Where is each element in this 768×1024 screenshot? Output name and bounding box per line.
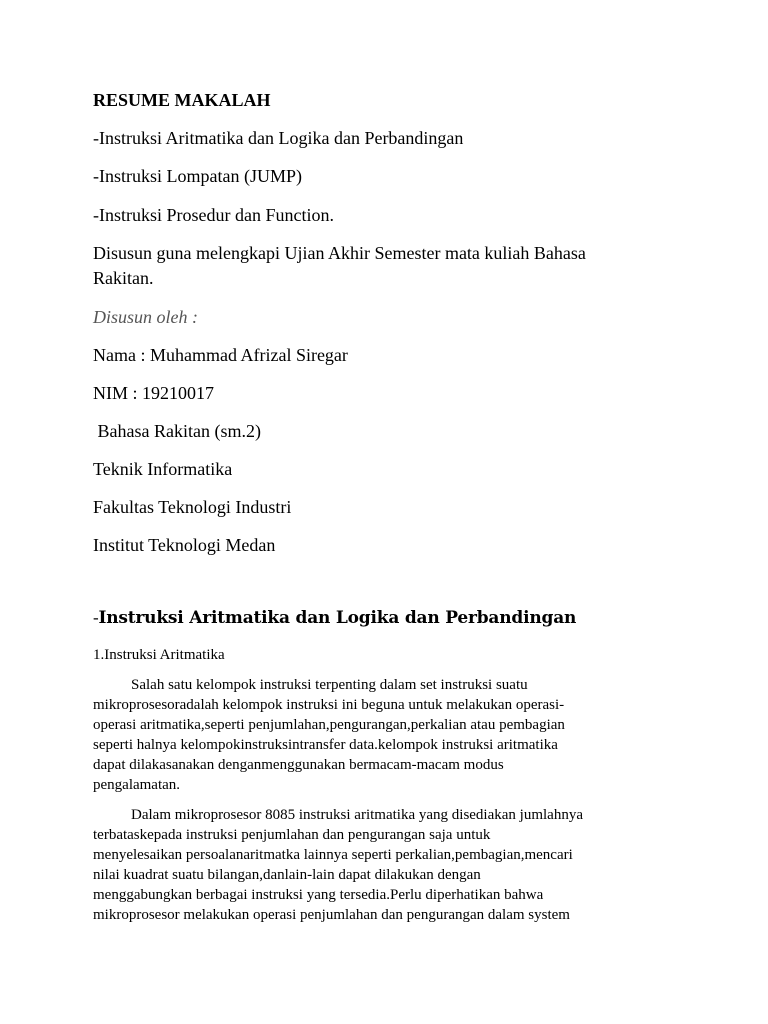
author-course: Bahasa Rakitan (sm.2) [93, 421, 261, 441]
author-faculty: Fakultas Teknologi Industri [93, 497, 292, 517]
topic-line-3: -Instruksi Prosedur dan Function. [93, 205, 334, 225]
paragraph-line: menggabungkan berbagai instruksi yang tersedia.Perlu diperhatikan bahwa [93, 887, 544, 903]
document-title: RESUME MAKALAH [93, 90, 271, 110]
section-subtitle: 1.Instruksi Aritmatika [93, 647, 225, 663]
paragraph-line: menyelesaikan persoalanaritmatka lainnya seperti perkalian,pembagian,mencari [93, 847, 573, 863]
purpose-line-2: Rakitan. [93, 268, 154, 288]
author-name: Nama : Muhammad Afrizal Siregar [93, 345, 348, 365]
paragraph-line: dapat dilakasanakan denganmenggunakan bermacam-macam modus [93, 757, 504, 773]
section-heading-dash: - [93, 608, 99, 627]
author-nim: NIM : 19210017 [93, 383, 214, 403]
paragraph-line: terbataskepada instruksi penjumlahan dan pengurangan saja untuk [93, 827, 491, 843]
paragraph-line: nilai kuadrat suatu bilangan,danlain-lain dapat dilakukan dengan [93, 867, 481, 883]
topic-line-2: -Instruksi Lompatan (JUMP) [93, 166, 302, 186]
author-department: Teknik Informatika [93, 459, 233, 479]
topic-line-1: -Instruksi Aritmatika dan Logika dan Perbandingan [93, 128, 464, 148]
paragraph-line: pengalamatan. [93, 777, 181, 793]
paragraph-line: operasi aritmatika,seperti penjumlahan,pengurangan,perkalian atau pembagian [93, 717, 565, 733]
paragraph-line: mikroprosesor melakukan operasi penjumlahan dan pengurangan dalam system [93, 907, 570, 923]
author-institute: Institut Teknologi Medan [93, 535, 276, 555]
paragraph-line: seperti halnya kelompokinstruksintransfer data.kelompok instruksi aritmatika [93, 737, 558, 753]
paragraph-line: Dalam mikroprosesor 8085 instruksi aritmatika yang disediakan jumlahnya [131, 807, 583, 823]
section-heading [93, 607, 576, 629]
paragraph-line: mikroprosesoradalah kelompok instruksi ini beguna untuk melakukan operasi- [93, 697, 565, 713]
paragraph-line: Salah satu kelompok instruksi terpenting dalam set instruksi suatu [131, 677, 528, 693]
purpose-line-1: Disusun guna melengkapi Ujian Akhir Semester mata kuliah Bahasa [93, 243, 586, 263]
section-heading-text: Instruksi Aritmatika dan Logika dan Perbandingan [98, 608, 577, 628]
author-by-label: Disusun oleh : [93, 307, 198, 327]
